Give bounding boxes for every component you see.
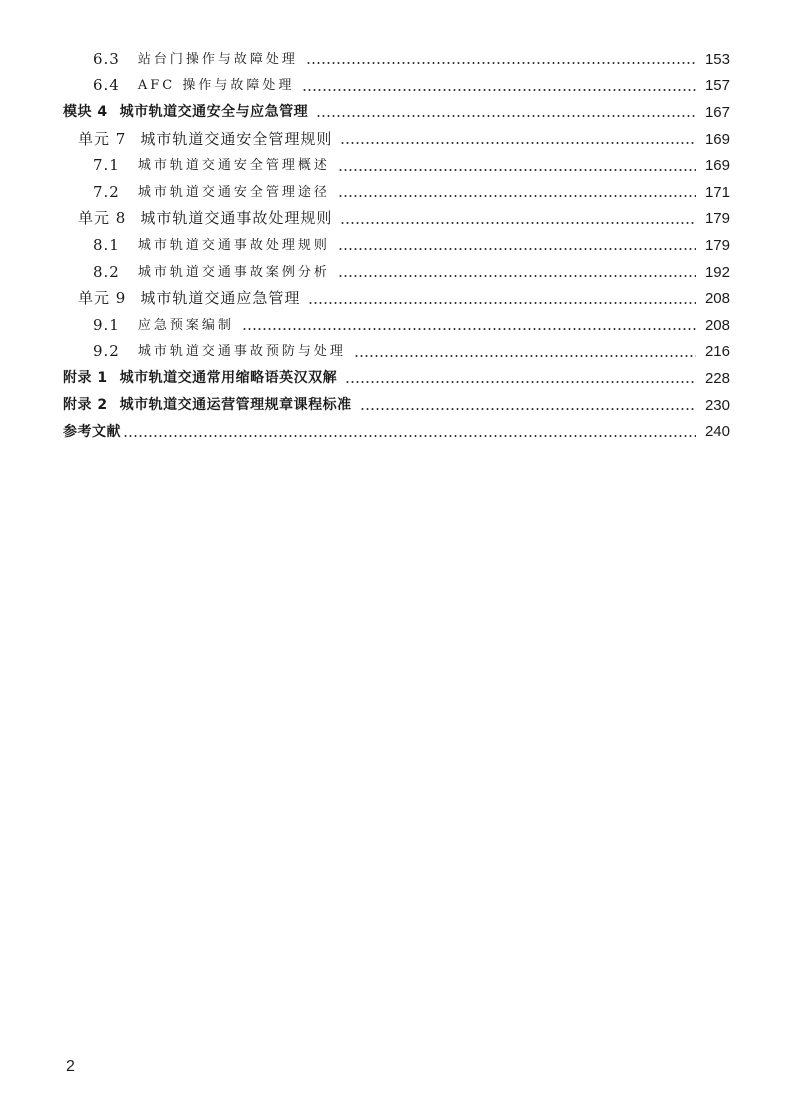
toc-entry-title: 城市轨道交通安全管理规则 [140,129,333,148]
dot-leader [360,408,696,410]
toc-entry-page: 169 [704,157,730,175]
toc-entry-number: 7.1 [93,156,120,175]
toc-entry-page: 171 [704,183,730,201]
toc-entry-number: 单元 8 [78,209,127,228]
toc-entry-number: 7.2 [93,182,120,201]
toc-entry-7-1[interactable] [0,152,790,179]
toc-entry-title: 城市轨道交通安全与应急管理 [119,104,309,121]
toc-entry-number: 附录 2 [63,397,108,414]
toc-entry-title: AFC 操作与故障处理 [137,78,295,94]
toc-entry-title: 城市轨道交通安全管理途径 [137,184,330,200]
toc-entry-title: 城市轨道交通常用缩略语英汉双解 [119,370,338,387]
toc-entry-6-4[interactable] [0,73,790,100]
toc-entry-title: 城市轨道交通安全管理概述 [137,158,330,174]
toc-entry-number: 模块 4 [63,104,108,121]
dot-leader [302,89,696,91]
toc-entry-page: 192 [704,263,730,281]
toc-entry-title: 城市轨道交通事故处理规则 [137,237,330,253]
toc-entry-page: 179 [704,236,730,254]
dot-leader [338,275,696,277]
toc-entry-8-2[interactable] [0,259,790,286]
toc-entry-unit-9[interactable] [0,285,790,312]
toc-entry-number: 6.3 [93,49,120,68]
toc-entry-number: 附录 1 [63,370,108,387]
toc-entry-number: 6.4 [93,76,120,95]
toc-entry-8-1[interactable] [0,232,790,259]
toc-entry-title: 城市轨道交通事故处理规则 [140,209,333,228]
toc-entry-number: 9.2 [93,342,120,361]
toc-entry-number: 单元 7 [78,129,127,148]
dot-leader [316,115,696,117]
toc-entry-page: 228 [704,369,730,387]
toc-entry-title: 城市轨道交通运营管理规章课程标准 [119,397,352,414]
toc-entry-page: 169 [704,130,730,148]
toc-entry-number: 8.2 [93,262,120,281]
toc-entry-number: 9.1 [93,315,120,334]
toc-entry-unit-7[interactable] [0,126,790,153]
toc-entry-title: 参考文献 [63,423,121,440]
toc-entry-page: 216 [704,343,730,361]
toc-entry-page: 157 [704,77,730,95]
toc-entry-title: 站台门操作与故障处理 [137,51,298,67]
toc-entry-unit-8[interactable] [0,206,790,233]
toc-entry-page: 179 [704,210,730,228]
toc-entry-9-2[interactable] [0,339,790,366]
toc-entry-references[interactable] [0,418,790,445]
toc-entry-title: 城市轨道交通事故案例分析 [137,264,330,280]
toc-entry-page: 230 [704,396,730,414]
dot-leader [340,222,696,224]
dot-leader [123,435,696,437]
toc-entry-appendix-1[interactable] [0,365,790,392]
dot-leader [308,302,696,304]
toc-entry-appendix-2[interactable] [0,392,790,419]
toc-entry-page: 153 [704,50,730,68]
page-number: 2 [66,1058,75,1075]
dot-leader [338,169,696,171]
table-of-contents [0,46,790,445]
toc-entry-page: 208 [704,316,730,334]
toc-entry-6-3[interactable] [0,46,790,73]
dot-leader [340,142,696,144]
dot-leader [338,248,696,250]
dot-leader [354,355,696,357]
toc-entry-page: 167 [704,103,730,121]
dot-leader [338,195,696,197]
toc-entry-page: 208 [704,290,730,308]
toc-entry-title: 应急预案编制 [137,317,234,333]
toc-entry-page: 240 [704,423,730,441]
toc-entry-module-4[interactable] [0,99,790,126]
dot-leader [345,381,696,383]
toc-entry-9-1[interactable] [0,312,790,339]
dot-leader [242,328,696,330]
toc-entry-7-2[interactable] [0,179,790,206]
toc-entry-title: 城市轨道交通应急管理 [140,289,301,308]
toc-entry-title: 城市轨道交通事故预防与处理 [137,344,346,360]
dot-leader [306,62,696,64]
toc-entry-number: 8.1 [93,235,120,254]
toc-entry-number: 单元 9 [78,289,127,308]
